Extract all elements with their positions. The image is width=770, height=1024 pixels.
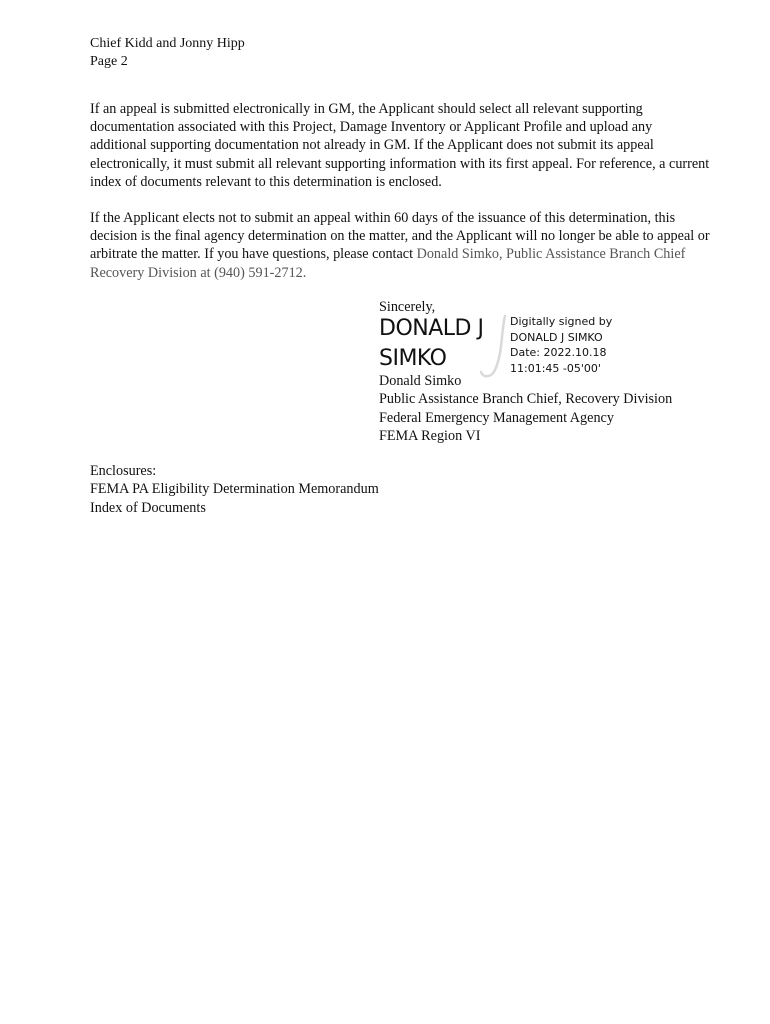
signer-block [379,372,672,445]
paragraph-deadline-text: If the Applicant elects not to submit an appeal within 60 days of the issuance of this determination, this decision is the final agency determination on the matter, and the Applicant will no longer be able to appeal or arbitrate the matter. If you have questions, please contact [90,210,710,263]
enclosures-section [90,462,379,517]
signature-meta-line: DONALD J SIMKO [510,330,603,344]
closing-salutation: Sincerely, [379,299,436,315]
signer-name: Donald Simko [379,373,462,389]
enclosure-item: Index of Documents [90,499,206,516]
header-recipients: Chief Kidd and Jonny Hipp [90,36,245,51]
enclosures-heading: Enclosures: [90,463,157,479]
signature-meta-line: 11:01:45 -05'00' [510,361,601,375]
signature-name-line1: DONALD J [379,316,484,341]
signature-metadata [510,314,612,376]
page-header [90,35,245,71]
contact-info: Donald Simko, Public Assistance Branch Chief Recovery Division at (940) 591-2712. [90,246,686,281]
paragraph-appeal-submission: If an appeal is submitted electronically in GM, the Applicant should select all relevant supporting documentation associated with this Project, Damage Inventory or Applicant Profile and upload any additional supporting documentation not already in GM. If the Applicant does not submit its appeal electronically, it must submit all relevant supporting information with its first appeal. For reference, a current index of documents relevant to this determination is enclosed. [90,101,710,190]
header-page-number: Page 2 [90,54,128,69]
enclosure-item: FEMA PA Eligibility Determination Memorandum [90,481,379,498]
signer-agency: Federal Emergency Management Agency [379,409,614,426]
signer-region: FEMA Region VI [379,427,481,444]
signature-meta-line: Date: 2022.10.18 [510,346,607,359]
signature-name [379,314,483,374]
paragraph-appeal-deadline [90,209,710,282]
signature-meta-line: Digitally signed by [510,315,613,328]
signature-name-line2: SIMKO [379,346,447,371]
digital-signature-block [379,314,639,374]
signer-title: Public Assistance Branch Chief, Recovery Division [379,391,673,408]
